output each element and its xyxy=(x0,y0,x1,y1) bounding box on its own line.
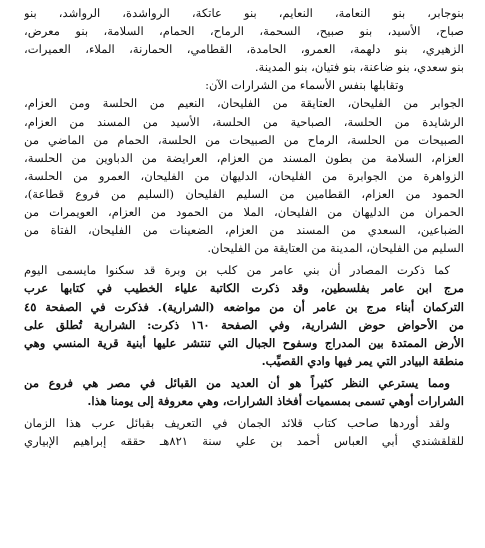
text-line: ومما يسترعي النظر كثيراً هو أن العديد من القبائل في مصر هي فروع من xyxy=(24,375,450,390)
text-line: الشرارات أوهي تسمى بمسميات أفخاذ الشرارات، وهي معروفة إلى يومنا هذا. xyxy=(87,393,464,408)
text-line: منطقة البيادر التي يمر فيها وادي القصيِّب. xyxy=(261,353,464,368)
marj-ibn-amer-paragraph xyxy=(24,261,464,370)
text-line: الصبيحات من الحلسة، الرماح من الصبيحات من الحلسة، الحمام من الماضي من xyxy=(24,132,464,147)
text-line: الحمود من العزام، القطامين من السليم الفليحان (السليم من فروع قطاعة)، xyxy=(24,186,464,201)
sharrarat-correspondence-paragraph xyxy=(24,94,464,257)
text-line: السليم من الفليحان، المدينة من العتايقة من الفليحان. xyxy=(207,241,464,256)
text-line: الزهيري، بنو دلهمة، العمرو، الحامدة، القطامي، الحمارنة، الملاء، العميرات، xyxy=(24,42,464,57)
text-line: الرشايدة من الحلسة، الصباحية من الحلسة، الأسيد من المسند من العزام، xyxy=(24,114,464,129)
text-line: الجوابر من الفليحان، العتايقة من الفليحان، النعيم من الحلسة ومن العزام، xyxy=(24,96,464,111)
text-line: بنوجابر، بنو النعامة، النعايم، بنو عاتكة، الرواشدة، الرواشد، بنو xyxy=(24,6,464,20)
tribe-list-paragraph xyxy=(24,4,464,76)
document-body xyxy=(24,4,464,450)
text-line: الضباعين، السعدي من المسند من العزام، الضعينات من الفليحان، الفتاة من xyxy=(24,223,464,238)
qalaid-al-juman-paragraph xyxy=(24,414,464,450)
text-line: بنو سعدي، بنو ضاعنة، بنو فتيان، بنو المدينة. xyxy=(254,60,464,75)
text-line: التركمان أبناء مرج بن عامر أن من مواضعه (الشرارية). فذكرت في الصفحة ٤٥ xyxy=(24,299,464,314)
text-line: من الأحواض حوض الشرارية، وفي الصفحة ١٦٠ ذكرت: الشرارية تُطلق على xyxy=(24,317,464,332)
text-line: الزواهرة من الجوابرة من الفليحان، الدليهان من الفليحان، العمرو من الحلسة، xyxy=(24,168,464,183)
text-line: ولقد أوردها صاحب كتاب قلائد الجمان في التعريف بقبائل عرب هذا الزمان xyxy=(24,416,450,431)
text-line: للقلقشندي أبي العباس أحمد بن علي سنة ٨٢١هـ حققه إبراهيم الإبياري xyxy=(24,434,464,449)
text-line: مرج ابن عامر بفلسطين، وقد ذكرت الكاتبة علياء الخطيب في كتابها عرب xyxy=(24,281,464,296)
egypt-tribes-paragraph xyxy=(24,374,464,410)
text-line: الأرض الممتدة بين المدراج وسفوح الجبال التي تنتشر عليها أبنية قرية المنسي وهي xyxy=(24,335,464,350)
text-line: الحمران من الدليهان من الفليحان، الملا من الحمود من العزام، العويمرات من xyxy=(24,205,464,220)
section-intro-line: وتقابلها بنفس الأسماء من الشرارات الآن: xyxy=(205,78,404,93)
text-line: كما ذكرت المصادر أن بني عامر من كلب بن وبرة قد سكنوا مايسمى اليوم xyxy=(24,263,450,278)
text-line: صباح، الأسيد، بنو صبيح، السحمة، الرماح، الحمام، السلامة، بنو معرض، xyxy=(24,24,464,39)
text-line: العزام، السلامة من بطون المسند من العزام، العرايضة من الدباوين من الحلسة، xyxy=(24,150,464,165)
